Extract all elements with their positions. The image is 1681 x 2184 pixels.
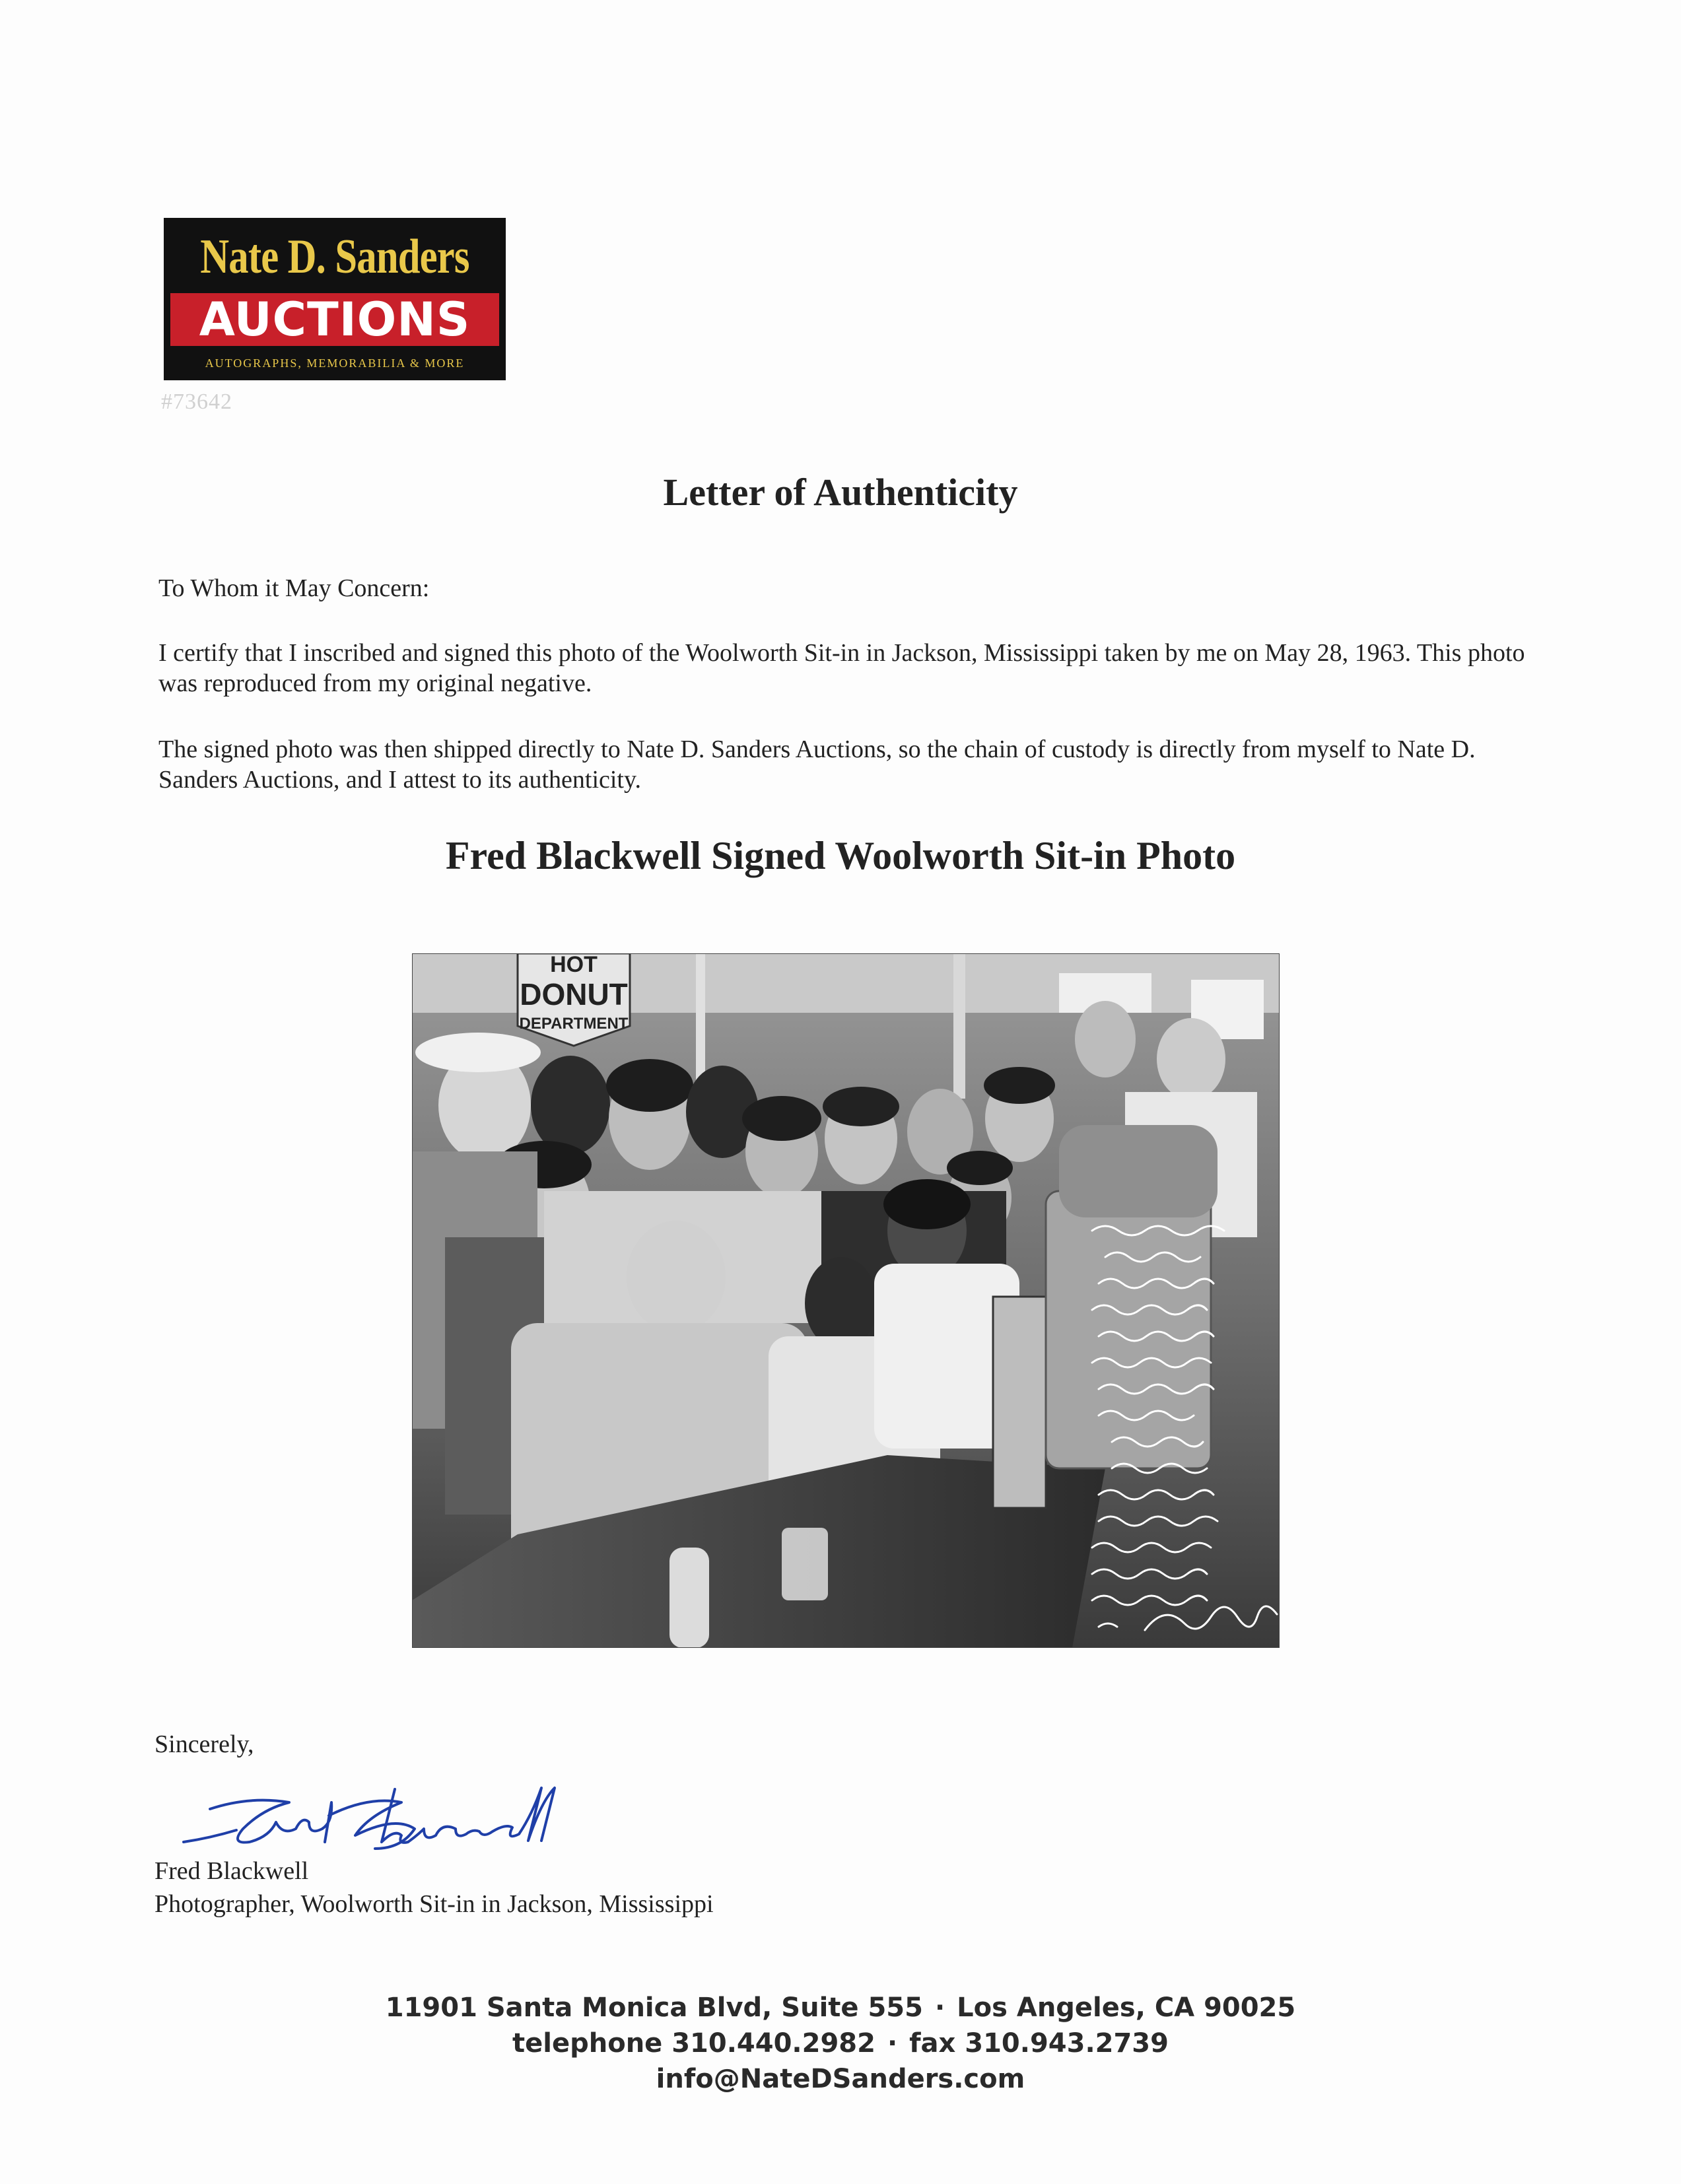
footer-telephone: telephone 310.440.2982 (512, 2028, 875, 2059)
handwritten-signature (177, 1769, 586, 1855)
footer-fax: fax 310.943.2739 (909, 2028, 1169, 2059)
sign-donut-text: DONUT (520, 977, 628, 1011)
photo-title: Fred Blackwell Signed Woolworth Sit-in Photo (445, 834, 1236, 877)
footer-separator: · (887, 2028, 898, 2059)
footer-street: 11901 Santa Monica Blvd, Suite 555 (385, 1993, 923, 2023)
logo-band: AUCTIONS (170, 293, 499, 346)
footer-contact (0, 2028, 1681, 2059)
logo-name: Nate D. Sanders (200, 230, 469, 284)
signer-name: Fred Blackwell (154, 1857, 309, 1885)
sign-department-text: DEPARTMENT (519, 1015, 629, 1033)
signer-title: Photographer, Woolworth Sit-in in Jackson, Mississippi (154, 1890, 714, 1918)
item-number: #73642 (161, 390, 232, 414)
footer-email-link[interactable]: info@NateDSanders.com (656, 2064, 1025, 2094)
auction-house-logo (164, 218, 506, 380)
footer-separator: · (934, 1993, 945, 2023)
custody-paragraph: The signed photo was then shipped directly to Nate D. Sanders Auctions, so the chain of custody is directly from myself to Nate D. Sanders Auctions, and I attest to its authenticity. (158, 735, 1476, 794)
donut-sign (518, 953, 630, 1046)
logo-tagline: AUTOGRAPHS, MEMORABILIA & MORE (205, 357, 465, 370)
letter-title: Letter of Authenticity (663, 471, 1018, 514)
cake-display (1046, 1191, 1211, 1468)
signed-photo (412, 953, 1280, 1648)
footer-address (0, 1993, 1681, 2023)
certification-paragraph: I certify that I inscribed and signed this photo of the Woolworth Sit-in in Jackson, Mississippi taken by me on May 28, 1963. This photo was reproduced from my original negative. (158, 639, 1525, 697)
sign-hot-text: HOT (550, 953, 598, 977)
closing: Sincerely, (154, 1730, 254, 1758)
salutation: To Whom it May Concern: (158, 574, 430, 602)
footer-city: Los Angeles, CA 90025 (957, 1993, 1296, 2023)
